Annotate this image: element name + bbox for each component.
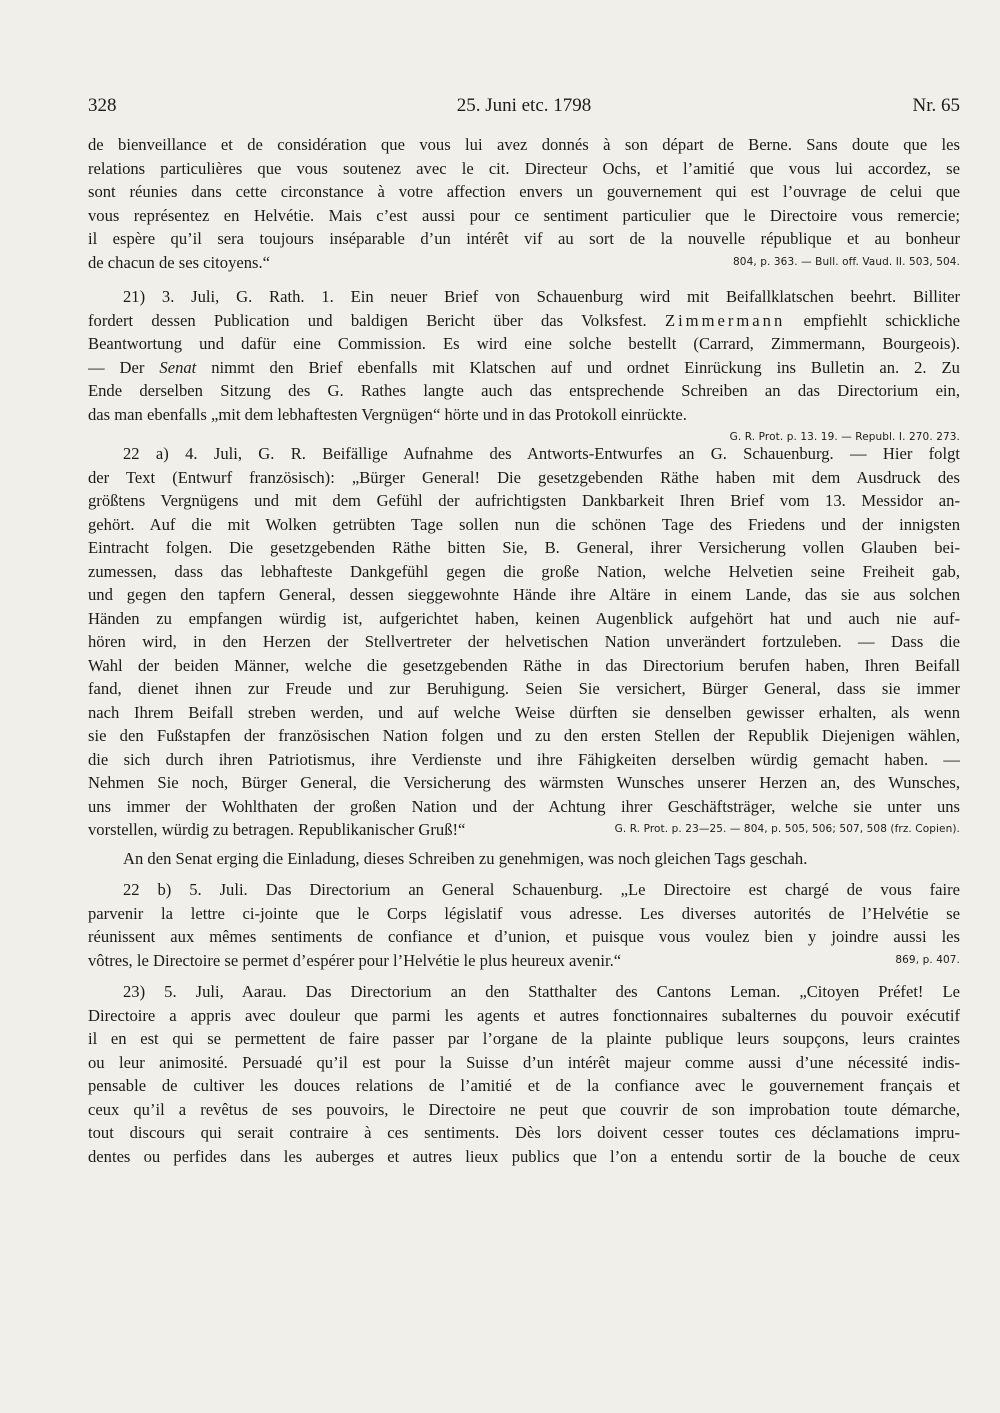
entry-21 — [88, 285, 960, 446]
text-line: de bienveillance et de considération que vous lui avez donnés à son départ de Berne. Sans doute que les — [88, 135, 960, 154]
text-line: nach Ihrem Beifall streben werden, und auf welche Weise dürften sie denselben gewisser erhalten, als wenn — [88, 702, 960, 722]
entry-22a — [88, 442, 960, 842]
text-line: fand, dienet ihnen zur Freude und zur Beruhigung. Seien Sie versichert, Bürger General, dass sie immer — [88, 679, 960, 698]
source-citation: 804, p. 363. — Bull. off. Vaud. II. 503, 504. — [733, 255, 960, 268]
text-line: ceux qu’il a revêtus de ses pouvoirs, le Directoire ne peut que couvrir de son improbation toute démarche, — [88, 1099, 960, 1119]
text-line: Nehmen Sie noch, Bürger General, die Versicherung des wärmsten Wunsches unserer Herzen an, des Wunsches, — [88, 773, 960, 792]
entry-23 — [88, 980, 960, 1168]
text-line: dentes ou perfides dans les auberges et autres lieux publics que l’on a entendu sortir de la bouche de ceux — [88, 1146, 960, 1166]
text-line: hören wird, in den Herzen der Stellvertreter der helvetischen Nation unverändert fortzuleben. — Dass die — [88, 632, 960, 651]
text-line: Händen zu empfangen würdig ist, aufgerichtet haben, keinen Augenblick aufgehört hat und auch nie auf- — [88, 608, 960, 628]
text-line: tout discours qui serait contraire à ces sentiments. Dès lors doivent cesser toutes ces déclamations impru- — [88, 1123, 960, 1142]
entry-22b — [88, 878, 960, 972]
text-line: An den Senat erging die Einladung, dieses Schreiben zu genehmigen, was noch gleichen Tags geschah. — [123, 849, 808, 868]
text-line: Wahl der beiden Männer, welche die gesetzgebenden Räthe in das Directorium berufen haben, Ihren Beifall — [88, 655, 960, 675]
line-text: nimmt den Brief ebenfalls mit Klatschen auf und ordnet Einrückung ins Bulletin an. 2. Zu — [211, 357, 960, 377]
text-line: 21) 3. Juli, G. Rath. 1. Ein neuer Brief von Schauenburg wird mit Beifallklatschen beehrt. Billiter — [123, 287, 960, 306]
document-number: Nr. 65 — [912, 95, 960, 116]
text-line: Ende derselben Sitzung des G. Rathes langte auch das entsprechende Schreiben an das Directorium ein, — [88, 381, 960, 400]
text-line: il espère qu’il sera toujours inséparable d’un intérêt vif au sort de la nouvelle république et au bonheur — [88, 229, 960, 248]
source-citation: G. R. Prot. p. 13. 19. — Republ. I. 270. 273. — [729, 431, 960, 443]
text-line — [88, 356, 960, 380]
text-line: sie den Fußstapfen der französischen Nation folgen und zu den ersten Stellen der Republik Diejenigen wählen, — [88, 726, 960, 745]
senate-note — [88, 847, 960, 871]
running-title: 25. Juni etc. 1798 — [456, 95, 592, 116]
text-line: der Text (Entwurf französisch): „Bürger General! Die gesetzgebenden Räthe haben mit dem Ausdruck des — [88, 467, 960, 487]
text-line — [88, 309, 960, 333]
italic-word: Senat — [159, 357, 197, 377]
text-line: Directoire a appris avec douleur que parmi les agents et autres fonctionnaires subalternes du pouvoir exécutif — [88, 1005, 960, 1025]
text-line: Beantwortung und dafür eine Commission. Es wird eine solche bestellt (Carrard, Zimmermann, Bourgeois). — [88, 334, 960, 353]
text-line: gehört. Auf die mit Wolken getrübten Tage sollen nun die schönen Tage des Friedens und der innigsten — [88, 514, 960, 534]
line-text: de chacun de ses citoyens.“ — [88, 252, 270, 272]
text-line: réunissent aux mêmes sentiments de confiance et d’union, et puisque vous voulez bien y joindre aussi les — [88, 927, 960, 946]
line-text: fordert dessen Publication und baldigen Bericht über das Volksfest. — [88, 310, 647, 330]
page-number: 328 — [88, 95, 117, 116]
text-line: 22 a) 4. Juli, G. R. Beifällige Aufnahme des Antworts-Entwurfes an G. Schauenburg. — Hier folgt — [123, 444, 960, 463]
text-line: 23) 5. Juli, Aarau. Das Directorium an den Statthalter des Cantons Leman. „Citoyen Préfet! Le — [123, 982, 960, 1001]
text-line: zumessen, dass das lebhafteste Dankgefühl gegen die große Nation, welche Helvetien seine Freiheit gab, — [88, 561, 960, 581]
line-text: vorstellen, würdig zu betragen. Republikanischer Gruß!“ — [88, 820, 466, 839]
text-line: größtens Vergnügens und mit dem Gefühl der aufrichtigsten Dankbarkeit Ihren Brief vom 13. Messidor an- — [88, 491, 960, 510]
text-line: das man ebenfalls „mit dem lebhaftesten Vergnügen“ hörte und in das Protokoll einrückte. — [88, 404, 687, 424]
text-line: vous représentez en Helvétie. Mais c’est aussi pour ce sentiment particulier que le Directoire vous remercie; — [88, 205, 960, 225]
text-line: parvenir la lettre ci-jointe que le Corps législatif vous adresse. Les diverses autorités de l’Helvétie se — [88, 903, 960, 923]
text-line: ou leur animosité. Persuadé qu’il est pour la Suisse d’un intérêt majeur comme aussi d’une nécessité indis- — [88, 1052, 960, 1072]
text-line: uns immer der Wohlthaten der großen Nation und der Achtung ihrer Geschäftsträger, welche sie unter uns — [88, 796, 960, 816]
text-line — [88, 251, 960, 275]
line-text: vôtres, le Directoire se permet d’espérer pour l’Helvétie le plus heureux avenir.“ — [88, 950, 622, 970]
paragraph-continuation — [88, 133, 960, 274]
text-line: 22 b) 5. Juli. Das Directorium an General Schauenburg. „Le Directoire est chargé de vous faire — [123, 880, 960, 899]
text-line: Eintracht folgen. Die gesetzgebenden Räthe bitten Sie, B. General, ihrer Versicherung vollen Glauben bei- — [88, 538, 960, 557]
text-line: pensable de cultiver les douces relations de l’amitié et de la confiance avec le gouvernement français et — [88, 1076, 960, 1095]
source-citation: 869, p. 407. — [895, 953, 960, 966]
text-line: und gegen den tapfern General, dessen sieggewohnte Hände ihre Altäre in einem Lande, das sie aus solchen — [88, 585, 960, 604]
line-text: empfiehlt schickliche — [803, 310, 960, 330]
text-line: relations particulières que vous soutenez avec le cit. Directeur Ochs, et l’amitié que vous lui accordez, se — [88, 158, 960, 178]
text-line — [88, 818, 960, 842]
text-line: die sich durch ihren Patriotismus, ihre Verdienste und ihre Fähigkeiten derselben würdig gemacht haben. — — [88, 749, 960, 769]
text-line: sont réunies dans cette circonstance à votre affection envers un gouvernement qui est l’ouvrage de celui que — [88, 182, 960, 201]
line-text: — Der — [88, 357, 145, 377]
text-line — [88, 949, 960, 973]
source-citation: G. R. Prot. p. 23—25. — 804, p. 505, 506; 507, 508 (frz. Copien). — [614, 823, 960, 835]
spaced-name: Zimmermann — [664, 310, 786, 330]
text-line: il en est qui se permettent de faire passer par l’organe de la plainte publique leurs soupçons, leurs craintes — [88, 1029, 960, 1048]
page-header — [88, 95, 960, 121]
